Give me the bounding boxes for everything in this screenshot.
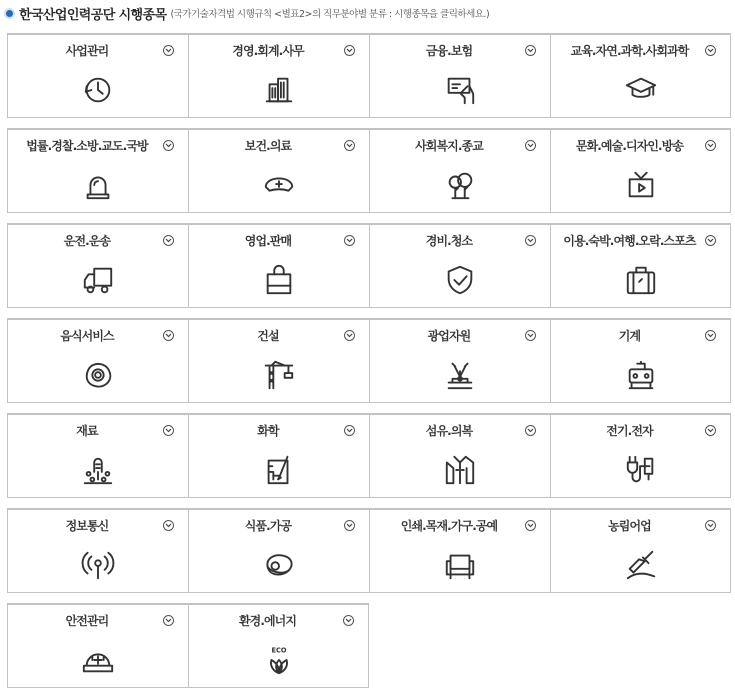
category-label: 경비.청소 (425, 234, 473, 248)
category-item[interactable] (188, 605, 369, 687)
chevron-down-icon[interactable] (705, 330, 716, 341)
chevron-down-icon[interactable] (705, 235, 716, 246)
trees-icon (442, 168, 478, 202)
fried-egg-icon (80, 358, 116, 392)
chevron-down-icon[interactable] (525, 45, 536, 56)
chevron-down-icon[interactable] (344, 330, 355, 341)
category-item[interactable] (188, 35, 369, 117)
category-label: 건설 (257, 329, 279, 343)
hard-hat-icon (80, 643, 116, 677)
plug-icon (623, 453, 659, 487)
chevron-down-icon[interactable] (163, 140, 174, 151)
category-item[interactable] (188, 415, 369, 497)
chevron-down-icon[interactable] (344, 140, 355, 151)
category-item[interactable] (550, 320, 731, 402)
category-item[interactable] (188, 130, 369, 212)
category-label: 문화.예술.디자인.방송 (575, 139, 684, 153)
category-label: 재료 (76, 424, 98, 438)
page-note: (국가기술자격법 시행규칙 <별표2>의 직무분야별 분류 : 시행종목을 클릭하세요.) (170, 9, 490, 20)
eco-leaf-icon (261, 643, 297, 677)
category-item[interactable] (369, 130, 550, 212)
category-label: 전기.전자 (606, 424, 653, 438)
category-item[interactable] (7, 510, 188, 592)
chevron-down-icon[interactable] (525, 330, 536, 341)
tower-crane-icon (261, 358, 297, 392)
category-item[interactable] (7, 130, 188, 212)
mining-icon (442, 358, 478, 392)
category-row (7, 223, 731, 308)
chevron-down-icon[interactable] (705, 425, 716, 436)
antenna-icon (80, 548, 116, 582)
category-item[interactable] (550, 510, 731, 592)
category-item[interactable] (188, 510, 369, 592)
shield-check-icon (442, 263, 478, 297)
chevron-down-icon[interactable] (344, 425, 355, 436)
chevron-down-icon[interactable] (163, 330, 174, 341)
category-item[interactable] (369, 510, 550, 592)
beaker-icon (261, 453, 297, 487)
siren-icon (80, 168, 116, 202)
page-title: 한국산업인력공단 시행종목 (19, 7, 167, 23)
chevron-down-icon[interactable] (344, 45, 355, 56)
category-item[interactable] (7, 415, 188, 497)
svg-text:ECO: ECO (271, 646, 286, 655)
chevron-down-icon[interactable] (163, 425, 174, 436)
category-label: 금융.보험 (425, 44, 473, 58)
chevron-down-icon[interactable] (705, 520, 716, 531)
category-label: 인쇄.목재.가구.공예 (400, 519, 498, 533)
category-label: 운전.운송 (63, 234, 111, 248)
jacket-icon (442, 453, 478, 487)
building-icon (261, 73, 297, 107)
category-item[interactable] (369, 415, 550, 497)
page-header (4, 4, 489, 22)
category-row (7, 413, 731, 498)
category-label: 섬유.의복 (425, 424, 473, 438)
chevron-down-icon[interactable] (343, 615, 354, 626)
chevron-down-icon[interactable] (344, 520, 355, 531)
category-item[interactable] (369, 35, 550, 117)
category-row (7, 603, 369, 688)
category-label: 사업관리 (65, 44, 109, 58)
category-label: 이용.숙박.여행.오락.스포츠 (563, 234, 696, 248)
card-hand-icon (442, 73, 478, 107)
shovel-icon (623, 548, 659, 582)
category-label: 음식서비스 (60, 329, 114, 343)
chevron-down-icon[interactable] (163, 235, 174, 246)
category-item[interactable] (188, 225, 369, 307)
category-label: 기계 (618, 329, 641, 343)
category-label: 광업자원 (427, 329, 471, 343)
category-item[interactable] (550, 415, 731, 497)
chevron-down-icon[interactable] (525, 520, 536, 531)
category-label: 정보통신 (65, 519, 109, 533)
chevron-down-icon[interactable] (344, 235, 355, 246)
category-label: 화학 (257, 424, 279, 438)
category-label: 교육.자연.과학.사회과학 (570, 44, 689, 58)
category-row (7, 508, 731, 593)
category-label: 식품.가공 (244, 519, 292, 533)
chevron-down-icon[interactable] (705, 140, 716, 151)
chevron-down-icon[interactable] (163, 45, 174, 56)
category-item[interactable] (188, 320, 369, 402)
category-item[interactable] (550, 225, 731, 307)
category-label: 영업.판매 (244, 234, 292, 248)
bullet-icon (4, 8, 15, 19)
sofa-icon (442, 548, 478, 582)
category-item[interactable] (369, 320, 550, 402)
graduation-cap-icon (623, 73, 659, 107)
category-item[interactable] (7, 320, 188, 402)
shopping-bag-icon (261, 263, 297, 297)
clock-icon (80, 73, 116, 107)
nurse-cap-icon (261, 168, 297, 202)
category-item[interactable] (369, 225, 550, 307)
truck-icon (80, 263, 116, 297)
category-label: 법률.경찰.소방.교도.국방 (26, 139, 148, 153)
chevron-down-icon[interactable] (163, 520, 174, 531)
category-row (7, 318, 731, 403)
machine-icon (623, 358, 659, 392)
chevron-down-icon[interactable] (163, 615, 174, 626)
chevron-down-icon[interactable] (525, 425, 536, 436)
chevron-down-icon[interactable] (525, 140, 536, 151)
tv-play-icon (623, 168, 659, 202)
meat-icon (261, 548, 297, 582)
category-item[interactable] (550, 130, 731, 212)
chevron-down-icon[interactable] (705, 45, 716, 56)
material-icon (80, 453, 116, 487)
suitcase-icon (623, 263, 659, 297)
category-label: 사회복지.종교 (415, 139, 483, 153)
chevron-down-icon[interactable] (525, 235, 536, 246)
category-item[interactable] (7, 225, 188, 307)
category-label: 환경.에너지 (238, 614, 297, 628)
category-item[interactable] (7, 605, 188, 687)
category-item[interactable] (7, 35, 188, 117)
category-label: 안전관리 (65, 614, 109, 628)
category-item[interactable] (550, 35, 731, 117)
category-label: 보건.의료 (244, 139, 292, 153)
category-row (7, 33, 731, 118)
category-label: 농림어업 (608, 519, 651, 533)
category-row (7, 128, 731, 213)
category-label: 경영.회계.사무 (232, 44, 304, 58)
